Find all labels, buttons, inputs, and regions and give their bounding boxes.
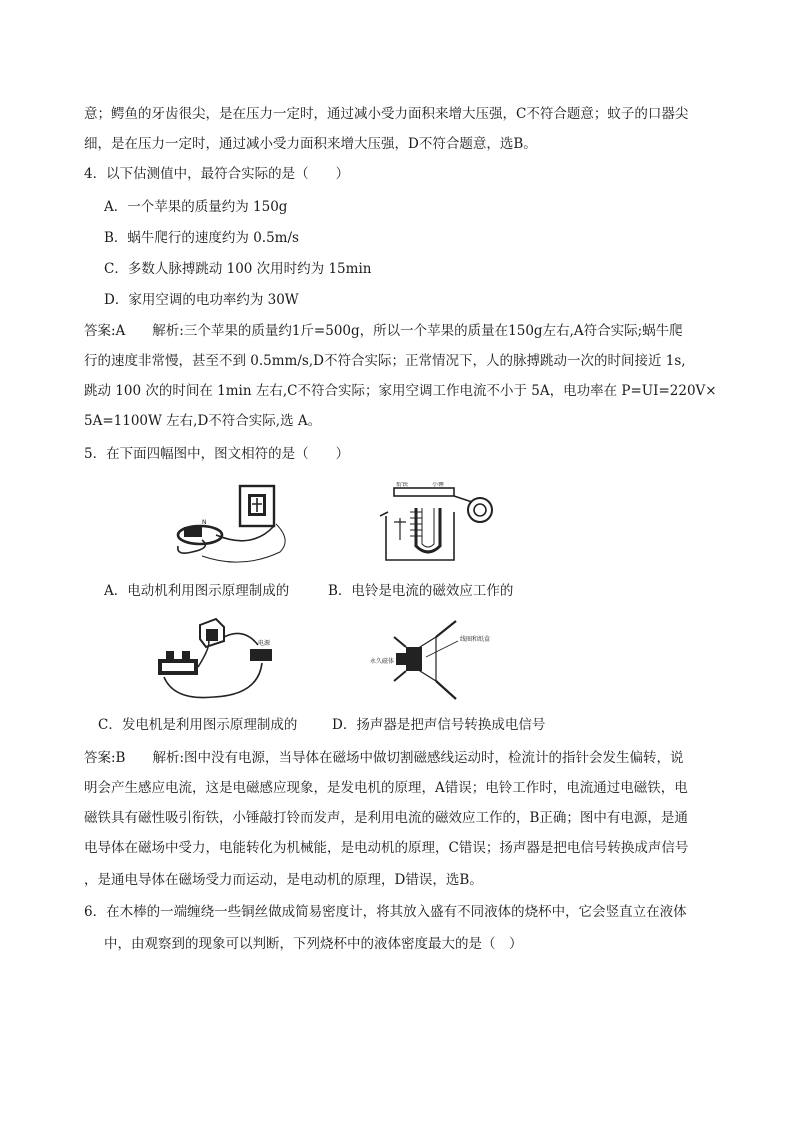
- figure-a-galvanometer: [172, 480, 302, 574]
- q4-option-c: C．多数人脉搏跳动 100 次用时约为 15min: [104, 261, 372, 277]
- q4-option-a: A．一个苹果的质量约为 150g: [104, 199, 288, 215]
- caption-b: B．电铃是电流的磁效应工作的: [328, 583, 514, 599]
- caption-a: A．电动机利用图示原理制成的: [104, 583, 290, 599]
- caption-c: C．发电机是利用图示原理制成的: [98, 717, 298, 733]
- question-6-stem-cont: 中，由观察到的现象可以判断，下列烧杯中的液体密度最大的是（ ）: [104, 936, 523, 952]
- svg-text:衔铁: 衔铁: [396, 482, 409, 488]
- svg-text:电源: 电源: [258, 640, 271, 647]
- figure-c-motor-setup: [154, 617, 284, 706]
- figure-d-loudspeaker: [366, 617, 506, 706]
- text-line: 意；鳄鱼的牙齿很尖，是在压力一定时，通过减小受力面积来增大压强，C不符合题意；蚊子的口器尖: [84, 106, 689, 122]
- svg-text:N: N: [202, 519, 207, 526]
- figure-b-electric-bell: [376, 482, 501, 571]
- q4-option-b: B．蜗牛爬行的速度约为 0.5m/s: [104, 230, 299, 246]
- caption-d: D．扬声器是把声信号转换成电信号: [332, 717, 546, 733]
- q5-answer-line: 电导体在磁场中受力，电能转化为机械能，是电动机的原理，C错误；扬声器是把电信号转换成声信号: [84, 840, 689, 856]
- q5-answer-line: 答案:B 解析:图中没有电源，当导体在磁场中做切割磁感线运动时，检流计的指针会发生偏转，说: [84, 750, 684, 766]
- q4-option-d: D．家用空调的电功率约为 30W: [104, 292, 299, 308]
- question-4-stem: 4．以下估测值中，最符合实际的是（ ）: [84, 166, 350, 182]
- q4-answer-line: 跳动 100 次的时间在 1min 左右,C不符合实际；家用空调工作电流不小于 5A，电功率在 P=UI=220V×: [84, 383, 717, 399]
- q5-answer-line: ，是通电导体在磁场受力而运动，是电动机的原理，D错误，选B。: [84, 872, 483, 888]
- question-6-stem: 6．在木棒的一端缠绕一些铜丝做成简易密度计，将其放入盛有不同液体的烧杯中，它会竖直立在液体: [84, 904, 687, 920]
- svg-text:小锤: 小锤: [432, 482, 445, 488]
- q4-answer-line: 5A=1100W 左右,D不符合实际,选 A。: [84, 413, 322, 429]
- question-5-stem: 5．在下面四幅图中，图文相符的是（ ）: [84, 446, 350, 462]
- text-line: 细，是在压力一定时，通过减小受力面积来增大压强，D不符合题意，选B。: [84, 136, 537, 152]
- q4-answer-line: 答案:A 解析:三个苹果的质量约1斤=500g，所以一个苹果的质量在150g左右,A符合实际;蜗牛爬: [84, 323, 683, 339]
- label-permanent-magnet: 永久磁体: [370, 658, 395, 665]
- label-coil-and-cone: 线圈和纸盒: [460, 636, 491, 643]
- q5-answer-line: 明会产生感应电流，这是电磁感应现象，是发电机的原理，A错误；电铃工作时，电流通过电磁铁，电: [84, 780, 688, 796]
- q4-answer-line: 行的速度非常慢，甚至不到 0.5mm/s,D不符合实际；正常情况下，人的脉搏跳动一次的时间接近 1s,: [84, 353, 686, 369]
- q5-answer-line: 磁铁具有磁性吸引衔铁，小锤敲打铃而发声，是利用电流的磁效应工作的，B正确；图中有电源，是通: [84, 810, 688, 826]
